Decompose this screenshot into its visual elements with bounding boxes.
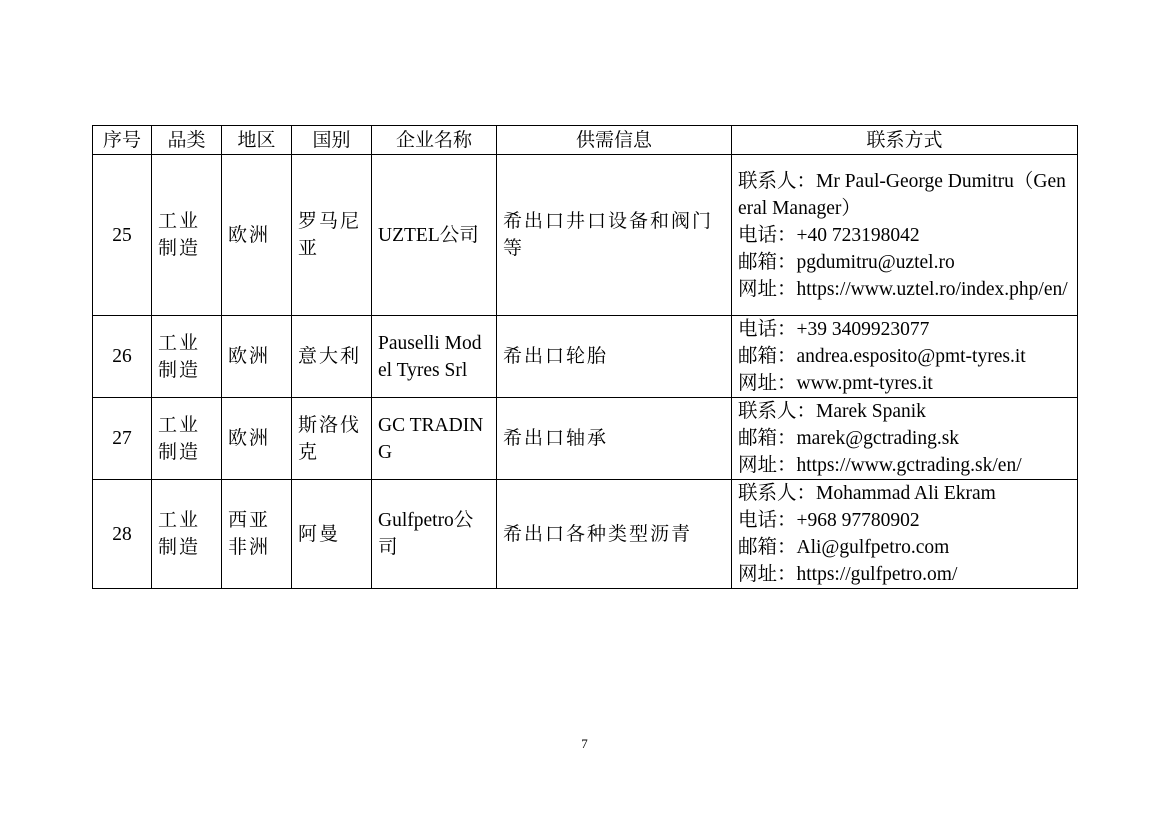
- contact-email: 邮箱：andrea.esposito@pmt-tyres.it: [738, 346, 1026, 367]
- row-region: 西亚非洲: [222, 480, 292, 589]
- row-company: Gulfpetro公司: [372, 480, 497, 589]
- row-category: 工业制造: [152, 155, 222, 316]
- row-contact: [732, 316, 1078, 398]
- row-contact: [732, 398, 1078, 480]
- row-info: 希出口各种类型沥青: [497, 480, 732, 589]
- supply-demand-table: [92, 125, 1078, 589]
- contact-email: 邮箱：marek@gctrading.sk: [738, 428, 960, 449]
- contact-email: 邮箱：Ali@gulfpetro.com: [738, 537, 950, 558]
- row-info: 希出口轴承: [497, 398, 732, 480]
- header-region: 地区: [222, 126, 292, 155]
- row-country: 阿曼: [292, 480, 372, 589]
- header-country: 国别: [292, 126, 372, 155]
- row-region: 欧洲: [222, 155, 292, 316]
- row-number: 26: [93, 316, 152, 398]
- row-contact: [732, 480, 1078, 589]
- page-number: 7: [581, 736, 588, 751]
- row-contact: [732, 155, 1078, 316]
- header-category: 品类: [152, 126, 222, 155]
- contact-website: 网址：https://gulfpetro.om/: [738, 564, 958, 585]
- contact-website: 网址：https://www.gctrading.sk/en/: [738, 455, 1022, 476]
- contact-person: 联系人：Mr Paul-George Dumitru（General Manager）: [738, 170, 1066, 219]
- row-number: 28: [93, 480, 152, 589]
- row-company: GC TRADING: [372, 398, 497, 480]
- contact-person: 联系人：Mohammad Ali Ekram: [738, 483, 996, 504]
- header-no: 序号: [93, 126, 152, 155]
- header-info: 供需信息: [497, 126, 732, 155]
- contact-website: 网址：https://www.uztel.ro/index.php/en/: [738, 278, 1068, 300]
- contact-person: 联系人：Marek Spanik: [738, 401, 926, 422]
- table-row: [93, 480, 1078, 589]
- row-info: 希出口井口设备和阀门等: [497, 155, 732, 316]
- row-number: 27: [93, 398, 152, 480]
- row-company: UZTEL公司: [372, 155, 497, 316]
- row-company: Pauselli Model Tyres Srl: [372, 316, 497, 398]
- contact-website: 网址：www.pmt-tyres.it: [738, 373, 933, 394]
- contact-phone: 电话：+40 723198042: [738, 224, 920, 246]
- contact-phone: 电话：+39 3409923077: [738, 319, 930, 340]
- contact-phone: 电话：+968 97780902: [738, 510, 920, 531]
- table-row: [93, 398, 1078, 480]
- row-number: 25: [93, 155, 152, 316]
- row-country: 意大利: [292, 316, 372, 398]
- row-category: 工业制造: [152, 398, 222, 480]
- row-category: 工业制造: [152, 316, 222, 398]
- contact-email: 邮箱：pgdumitru@uztel.ro: [738, 251, 955, 273]
- row-category: 工业制造: [152, 480, 222, 589]
- row-info: 希出口轮胎: [497, 316, 732, 398]
- row-country: 斯洛伐克: [292, 398, 372, 480]
- row-region: 欧洲: [222, 398, 292, 480]
- header-company: 企业名称: [372, 126, 497, 155]
- table-row: [93, 316, 1078, 398]
- table-header-row: [93, 126, 1078, 155]
- table-row: [93, 155, 1078, 316]
- row-region: 欧洲: [222, 316, 292, 398]
- row-country: 罗马尼亚: [292, 155, 372, 316]
- header-contact: 联系方式: [732, 126, 1078, 155]
